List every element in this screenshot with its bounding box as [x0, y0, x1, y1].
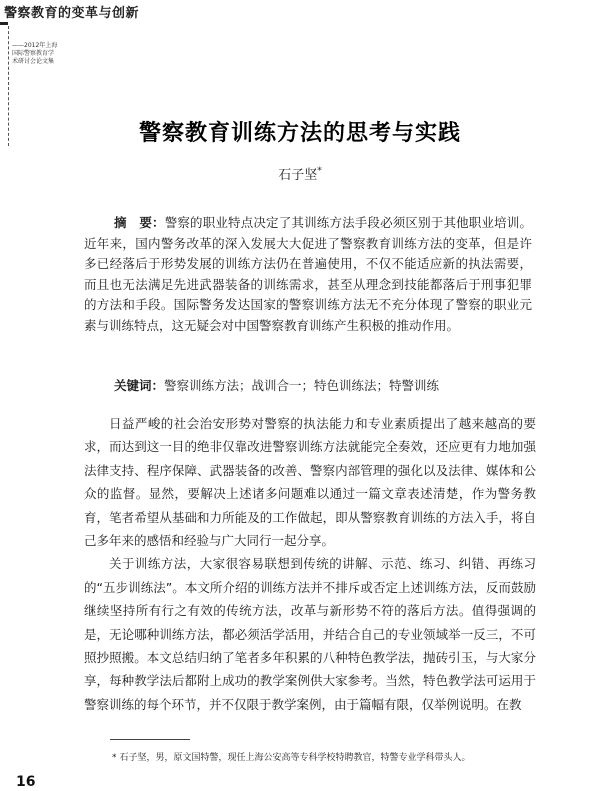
body-text — [84, 412, 536, 716]
body-paragraph: 日益严峻的社会治安形势对警察的执法能力和专业素质提出了越来越高的要求，而达到这一目的绝非仅靠改进警察训练方法就能完全奏效，还应更有力地加强法律支持、程序保障、武器装备的改善、警察内部管理的强化以及法律、媒体和公众的监督。显然，要解决上述诸多问题难以通过一篇文章表述清楚，作为警务教育，笔者希望从基础和力所能及的工作做起，即从警察教育训练的方法入手，将自己多年来的感悟和经验与广大同行一起分享。 — [84, 416, 536, 549]
series-line: 国际警察教育学 — [12, 50, 55, 57]
page-number: 16 — [16, 774, 36, 790]
keywords-label: 关键词： — [114, 378, 165, 393]
author-line — [0, 164, 600, 183]
article-title: 警察教育训练方法的思考与实践 — [138, 120, 461, 146]
abstract-label: 摘 要： — [114, 215, 165, 230]
body-paragraph: 关于训练方法，大家很容易联想到传统的讲解、示范、练习、纠错、再练习的“五步训练法”。本文所介绍的训练方法并不排斥或否定上述训练方法，反而鼓励继续坚持所有行之有效的传统方法，改革与新形势不符的落后方法。值得强调的是，无论哪种训练方法，都必须活学活用，并结合自己的专业领域举一反三，不可照抄照搬。本文总结归纳了笔者多年积累的八种特色教学法，抛砖引玉，与大家分享，每种教学法后都附上成功的教学案例供大家参考。当然，特色教学法可运用于警察训练的每个环节，并不仅限于教学案例，由于篇幅有限，仅举例说明。在教 — [84, 556, 536, 712]
header-rule — [0, 22, 8, 25]
footnote-text: 石子坚，男，原文国特警，现任上海公安高等专科学校特聘教官，特警专业学科带头人。 — [119, 753, 471, 763]
series-line: ——2012年上海 — [12, 42, 58, 49]
keywords-text: 警察训练方法；战训合一；特色训练法；特警训练 — [164, 378, 440, 393]
author-footnote-mark: * — [317, 166, 322, 177]
series-line: 术研讨会论文集 — [12, 58, 55, 65]
footnote-rule — [110, 739, 190, 740]
footnote — [112, 750, 552, 763]
running-head: 警察教育的变革与创新 — [4, 6, 140, 21]
keywords — [84, 376, 532, 396]
abstract — [84, 213, 532, 336]
abstract-text: 警察的职业特点决定了其训练方法手段必须区别于其他职业培训。近年来，国内警务改革的深入发展大大促进了警察教育训练方法的变革，但是许多已经落后于形势发展的训练方法仍在普遍使用，不仅不能适应新的执法需要，而且也无法满足先进武器装备的训练需求，甚至从理念到技能都落后于刑事犯罪的方法和手段。国际警务发达国家的警察训练方法无不充分体现了警察的职业元素与训练特点，这无疑会对中国警察教育训练产生积极的推动作用。 — [84, 215, 532, 333]
footnote-marker: * — [112, 753, 117, 763]
author-name: 石子坚 — [278, 168, 318, 183]
series-caption — [12, 42, 82, 66]
